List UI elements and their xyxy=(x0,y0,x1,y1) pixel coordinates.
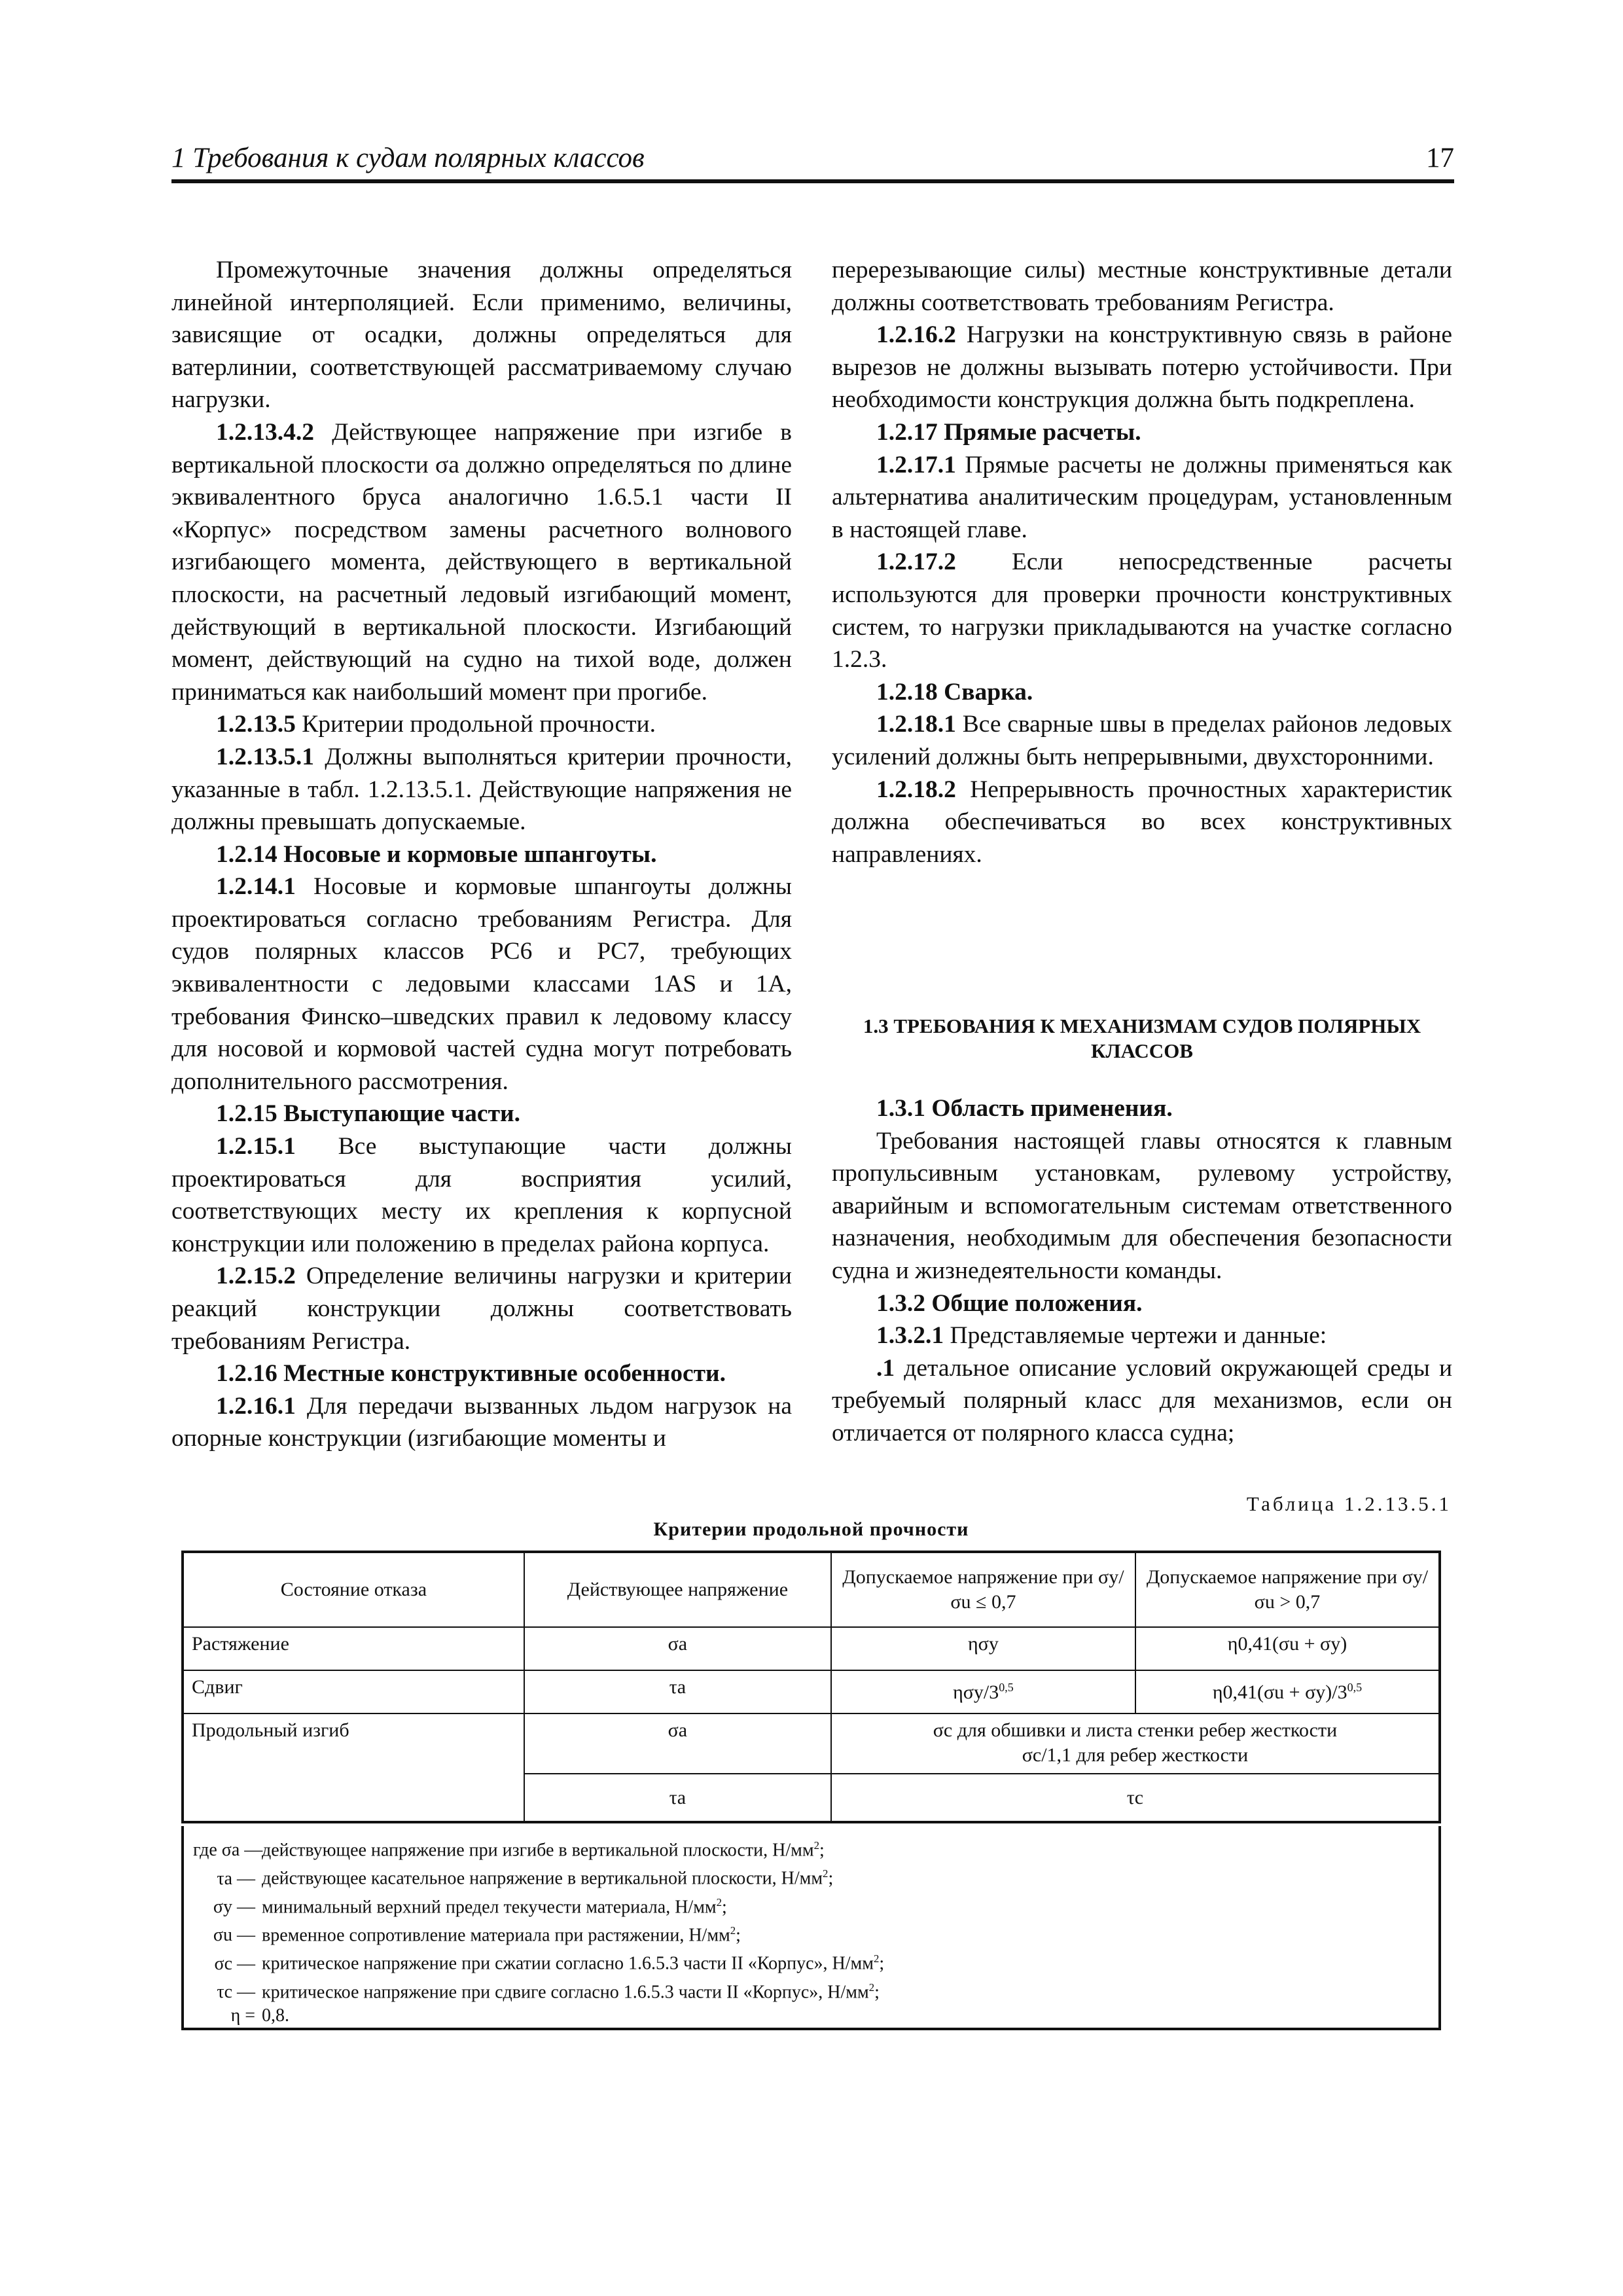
table-cell xyxy=(831,1670,1135,1713)
clause-number: 1.2.18.2 xyxy=(876,776,956,803)
table-header-cell: Допускаемое напряжение при σy/σu ≤ 0,7 xyxy=(831,1552,1135,1627)
clause-number: 1.2.18 xyxy=(876,678,938,706)
table-cell: τa xyxy=(524,1670,831,1713)
legend-separator: ; xyxy=(879,1953,885,1974)
table-row xyxy=(183,1713,1440,1774)
table-header-row xyxy=(183,1552,1440,1627)
legend-text: 0,8. xyxy=(262,2005,289,2026)
legend-symbol: τc — xyxy=(217,1981,255,2002)
legend-symbol: τa — xyxy=(217,1868,255,1889)
exponent: 2 xyxy=(813,1839,819,1852)
legend-text: действующее напряжение при изгибе в вертикальной плоскости, Н/мм xyxy=(262,1840,814,1861)
table-cell: σa xyxy=(524,1627,831,1670)
table-cell: Продольный изгиб xyxy=(183,1713,524,1822)
table-row xyxy=(183,1627,1440,1670)
paragraph xyxy=(832,546,1452,675)
clause-number: 1.2.16 xyxy=(216,1360,277,1388)
table-header-cell: Допускаемое напряжение при σy/σu > 0,7 xyxy=(1135,1552,1440,1627)
table-cell: Сдвиг xyxy=(183,1670,524,1713)
paragraph-text: Если непосредственные расчеты используются для проверки прочности конструктивных систем, то нагрузки прикладываются на участке согласно 1.2.3. xyxy=(832,548,1452,673)
clause-number: 1.2.16.1 xyxy=(216,1392,296,1420)
clause-number: 1.2.13.4.2 xyxy=(216,418,314,446)
paragraph-text: Должны выполняться критерии прочности, указанные в табл. 1.2.13.5.1. Действующие напряжения не должны превышать допускаемые. xyxy=(171,743,792,836)
formula-text: ησy/3 xyxy=(953,1681,999,1703)
legend-symbol: η = xyxy=(230,2005,255,2026)
exponent: 2 xyxy=(868,1981,875,1994)
legend-symbol: σu — xyxy=(213,1925,255,1946)
paragraph-text: Определение величины нагрузки и критерии реакций конструкции должны соответствовать требованиям Регистра. xyxy=(171,1263,793,1355)
subsection-heading xyxy=(832,1092,1452,1125)
clause-number: 1.2.14 xyxy=(216,840,277,868)
clause-number: 1.2.15 xyxy=(216,1100,277,1128)
exponent: 2 xyxy=(716,1895,722,1909)
paragraph-text: Прямые расчеты не должны применяться как альтернатива аналитическим процедурам, установленным в настоящей главе. xyxy=(832,451,1453,543)
clause-number: 1.3.2 xyxy=(876,1289,925,1317)
clause-number: 1.2.16.2 xyxy=(876,321,956,349)
legend-separator: ; xyxy=(819,1840,825,1861)
table-cell xyxy=(1135,1670,1440,1713)
subsection-heading xyxy=(171,838,792,871)
paragraph-text: Носовые и кормовые шпангоуты должны проектироваться согласно требованиям Регистра. Для судов полярных классов PC6 и PC7, требующих эквивалентности с ледовыми классами 1AS и 1A, требования Финско–шведских правил к ледовому классу для носовой и кормовой частей судна могут потребовать дополнительного рассмотрения. xyxy=(171,873,792,1095)
running-title: 1 Требования к судам полярных классов xyxy=(171,143,645,173)
paragraph xyxy=(171,1390,792,1455)
legend-separator: ; xyxy=(874,1981,880,2002)
paragraph-text: перерезывающие силы) местные конструктивные детали должны соответствовать требованиям Регистра. xyxy=(832,257,1452,316)
paragraph xyxy=(832,708,1452,773)
clause-number: 1.2.15.2 xyxy=(216,1263,296,1290)
table-cell: ησy xyxy=(831,1627,1135,1670)
subsection-heading xyxy=(832,676,1452,709)
table-cell: Растяжение xyxy=(183,1627,524,1670)
exponent: 0,5 xyxy=(999,1681,1014,1694)
paragraph xyxy=(832,319,1452,416)
paragraph xyxy=(171,741,792,838)
legend-text: временное сопротивление материала при растяжении, Н/мм xyxy=(262,1925,730,1946)
subsection-heading xyxy=(171,1098,792,1130)
exponent: 2 xyxy=(823,1867,829,1880)
legend-text: минимальный верхний предел текучести материала, Н/мм xyxy=(262,1896,717,1917)
exponent: 2 xyxy=(730,1924,736,1937)
paragraph-text: детальное описание условий окружающей среды и требуемый полярный класс для механизмов, если он отличается от полярного класса судна; xyxy=(832,1354,1453,1446)
legend-symbol: σc — xyxy=(214,1953,255,1974)
table-row xyxy=(183,1670,1440,1713)
paragraph xyxy=(171,416,792,708)
heading-text: Местные конструктивные особенности. xyxy=(283,1360,726,1388)
table-cell xyxy=(831,1713,1440,1774)
merged-line: σc для обшивки и листа стенки ребер жесткости xyxy=(933,1719,1338,1741)
table-cell: τa xyxy=(524,1774,831,1822)
clause-number: 1.3.2.1 xyxy=(876,1322,944,1350)
heading-text: Носовые и кормовые шпангоуты. xyxy=(283,840,657,868)
clause-number: 1.2.17.1 xyxy=(876,451,956,478)
legend-row xyxy=(193,1891,1429,1919)
clause-number: 1.2.13.5 xyxy=(216,711,296,738)
table-cell: σa xyxy=(524,1713,831,1774)
formula-text: η0,41(σu + σy)/3 xyxy=(1212,1681,1347,1703)
clause-number: 1.2.14.1 xyxy=(216,873,296,901)
paragraph-text: Промежуточные значения должны определяться линейной интерполяцией. Если применимо, величины, зависящие от осадки, должны определяться для ватерлинии, соответствующей рассматриваемому случаю нагрузки. xyxy=(171,257,792,414)
paragraph xyxy=(171,708,792,741)
clause-number: .1 xyxy=(876,1354,895,1382)
subsection-heading xyxy=(832,1287,1452,1320)
paragraph-text: Все сварные швы в пределах районов ледовых усилений должны быть непрерывными, двухсторонними. xyxy=(832,711,1452,770)
paragraph xyxy=(171,254,792,416)
clause-number: 1.2.17.2 xyxy=(876,548,956,576)
paragraph-text: Нагрузки на конструктивную связь в районе вырезов не должны вызывать потерю устойчивости. При необходимости конструкция должна быть подкреплена. xyxy=(832,321,1452,414)
table-cell: τc xyxy=(831,1774,1440,1822)
clause-number: 1.2.13.5.1 xyxy=(216,743,314,770)
clause-number: 1.2.17 xyxy=(876,418,938,446)
paragraph xyxy=(832,254,1452,319)
paragraph xyxy=(171,1260,792,1357)
paragraph-text: Непрерывность прочностных характеристик должна обеспечиваться во всех конструктивных направлениях. xyxy=(832,776,1453,868)
paragraph-text: Действующее напряжение при изгибе в вертикальной плоскости σa должно определяться по длине эквивалентного бруса аналогично 1.6.5.1 части II «Корпус» посредством замены расчетного волнового изгибающего момента, действующего в вертикальной плоскости, на расчетный ледовый изгибающий момент, действующий в вертикальной плоскости. Изгибающий момент, действующий на судно на тихой воде, должен приниматься как наибольший момент при прогибе. xyxy=(171,418,793,706)
heading-text: Общие положения. xyxy=(931,1289,1143,1317)
table-header-cell: Действующее напряжение xyxy=(524,1552,831,1627)
legend-symbol: σy — xyxy=(213,1896,255,1917)
paragraph-text: Все выступающие части должны проектироваться для восприятия усилий, соответствующих месту их крепления к корпусной конструкции или положению в пределах района корпуса. xyxy=(171,1133,793,1257)
subsection-heading xyxy=(171,1357,792,1390)
clause-number: 1.2.18.1 xyxy=(876,711,956,738)
heading-text: Сварка. xyxy=(944,678,1033,706)
paragraph xyxy=(171,1130,792,1260)
page-number: 17 xyxy=(1426,143,1454,173)
page-header xyxy=(171,140,1454,183)
paragraph xyxy=(832,1125,1452,1287)
paragraph-text: Представляемые чертежи и данные: xyxy=(950,1322,1327,1350)
paragraph xyxy=(832,1352,1452,1450)
exponent: 2 xyxy=(874,1952,880,1965)
table-title: Критерии продольной прочности xyxy=(653,1518,969,1540)
legend-row xyxy=(193,1976,1429,2004)
strength-criteria-table xyxy=(181,1551,1441,1823)
paragraph-text: Критерии продольной прочности. xyxy=(302,711,656,738)
clause-number: 1.3.1 xyxy=(876,1095,925,1122)
exponent: 0,5 xyxy=(1347,1681,1363,1694)
merged-line: σc/1,1 для ребер жесткости xyxy=(1022,1744,1249,1766)
right-column-top xyxy=(832,254,1452,870)
heading-text: Область применения. xyxy=(931,1095,1173,1122)
paragraph xyxy=(171,870,792,1098)
legend-symbol: где σa — xyxy=(193,1840,263,1861)
legend-row xyxy=(193,1862,1429,1890)
heading-text: Выступающие части. xyxy=(283,1100,520,1128)
legend-row xyxy=(193,1834,1429,1862)
table-cell: η0,41(σu + σy) xyxy=(1135,1627,1440,1670)
clause-number: 1.2.15.1 xyxy=(216,1133,296,1160)
section-title: 1.3 ТРЕБОВАНИЯ К МЕХАНИЗМАМ СУДОВ ПОЛЯРНЫХ КЛАССОВ xyxy=(863,1014,1421,1062)
legend-row xyxy=(193,2004,1429,2028)
legend-text: критическое напряжение при сдвиге согласно 1.6.5.3 части II «Корпус», Н/мм xyxy=(262,1981,869,2002)
legend-separator: ; xyxy=(722,1896,727,1917)
left-column xyxy=(171,254,792,1455)
table-header-cell: Состояние отказа xyxy=(183,1552,524,1627)
table-legend xyxy=(181,1826,1441,2030)
legend-row xyxy=(193,1919,1429,1947)
legend-text: действующее касательное напряжение в вертикальной плоскости, Н/мм xyxy=(262,1868,823,1889)
legend-separator: ; xyxy=(736,1925,741,1946)
legend-separator: ; xyxy=(828,1868,834,1889)
subsection-heading xyxy=(832,416,1452,449)
paragraph xyxy=(832,449,1452,547)
paragraph xyxy=(832,1319,1452,1352)
right-column-bottom xyxy=(832,1092,1452,1450)
paragraph-text: Требования настоящей главы относятся к главным пропульсивным установкам, рулевому устройству, аварийным и вспомогательным системам ответственного назначения, необходимым для обеспечения безопасности судна и жизнедеятельности команды. xyxy=(832,1127,1452,1284)
legend-text: критическое напряжение при сжатии согласно 1.6.5.3 части II «Корпус», Н/мм xyxy=(262,1953,874,1974)
paragraph-text: Для передачи вызванных льдом нагрузок на опорные конструкции (изгибающие моменты и xyxy=(171,1392,793,1452)
legend-row xyxy=(193,1947,1429,1975)
table-caption: Таблица 1.2.13.5.1 xyxy=(1246,1492,1452,1515)
heading-text: Прямые расчеты. xyxy=(944,418,1141,446)
paragraph xyxy=(832,774,1452,871)
